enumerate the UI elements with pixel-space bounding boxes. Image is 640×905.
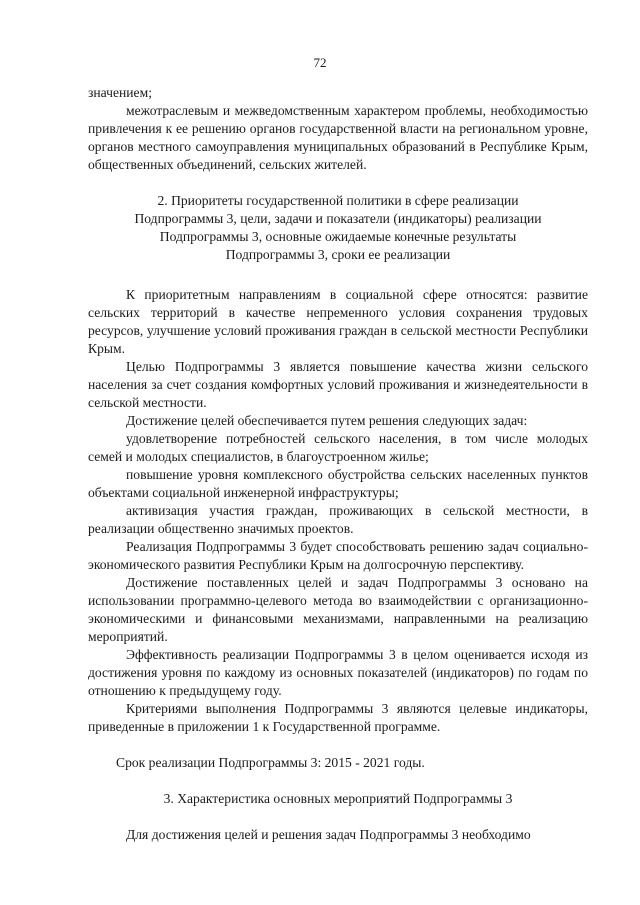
- section-2-heading: 2. Приоритеты государственной политики в сфере реализации Подпрограммы 3, цели, задачи и показатели (индикаторы) реализации Подпрограммы 3, основные ожидаемые конечные результаты Подпрограммы 3, сроки ее реализации: [134, 193, 542, 262]
- paragraph-criteria: Критериями выполнения Подпрограммы 3 являются целевые индикаторы, приведенные в приложении 1 к Государственной программе.: [88, 701, 588, 734]
- paragraph-task-infrastructure: повышение уровня комплексного обустройства сельских населенных пунктов объектами социальной инженерной инфраструктуры;: [88, 467, 588, 500]
- paragraph-goal: Целью Подпрограммы 3 является повышение качества жизни сельского населения за счет создания комфортных условий проживания и жизнедеятельности в сельской местности.: [88, 359, 588, 410]
- paragraph-method: Достижение поставленных целей и задач Подпрограммы 3 основано на использовании программно-целевого метода во взаимодействии с организационно-экономическими и финансовыми механизмами, направленными на реализацию мероприятий.: [88, 575, 588, 644]
- paragraph-priorities: К приоритетным направлениям в социальной сфере относятся: развитие сельских территорий в качестве непременного условия сохранения трудовых ресурсов, улучшение условий проживания граждан в сельской местности Республики Крым.: [88, 287, 588, 356]
- section-3-heading: 3. Характеристика основных мероприятий Подпрограммы 3: [163, 791, 513, 806]
- paragraph-task-participation: активизация участия граждан, проживающих в сельской местности, в реализации общественно значимых проектов.: [88, 503, 588, 536]
- lead-fragment: значением;: [88, 85, 152, 100]
- closing-line: Для достижения целей и решения задач Подпрограммы 3 необходимо: [126, 827, 531, 842]
- document-body: [88, 84, 588, 844]
- page-number: 72: [313, 55, 327, 70]
- implementation-term: Срок реализации Подпрограммы 3: 2015 - 2021 годы.: [116, 755, 425, 770]
- paragraph-efficiency: Эффективность реализации Подпрограммы 3 в целом оценивается исходя из достижения уровня по каждому из основных показателей (индикаторов) по годам по отношению к предыдущему году.: [88, 647, 588, 698]
- paragraph-task-housing: удовлетворение потребностей сельского населения, в том числе молодых семей и молодых специалистов, в благоустроенном жилье;: [88, 431, 588, 464]
- paragraph-implementation: Реализация Подпрограммы 3 будет способствовать решению задач социально-экономического развития Республики Крым на долгосрочную перспективу.: [88, 539, 588, 572]
- paragraph-interagency: межотраслевым и межведомственным характером проблемы, необходимостью привлечения к ее решению органов государственной власти на региональном уровне, органов местного самоуправления муниципальных образований в Республике Крым, общественных объединений, сельских жителей.: [88, 103, 588, 172]
- paragraph-tasks-intro: Достижение целей обеспечивается путем решения следующих задач:: [126, 413, 528, 428]
